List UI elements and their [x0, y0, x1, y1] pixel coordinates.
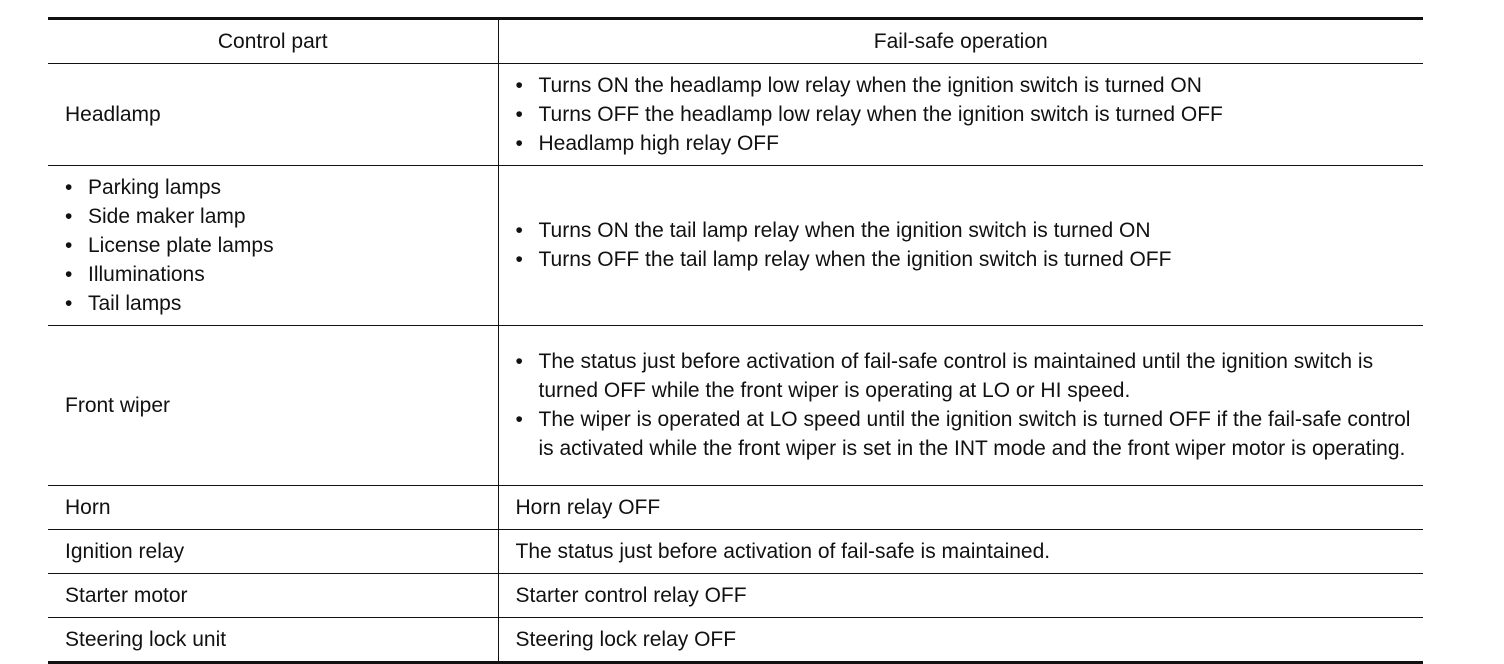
control-part-cell: Starter motor — [48, 574, 498, 618]
table-row — [48, 166, 1423, 326]
table-row — [48, 618, 1423, 663]
control-part-item: • License plate lamps — [65, 231, 498, 260]
operation-cell — [498, 64, 1423, 166]
operation-item: • Turns OFF the headlamp low relay when the ignition switch is turned OFF — [516, 100, 1424, 129]
operation-list — [516, 71, 1424, 158]
fail-safe-table — [48, 17, 1423, 664]
operation-list — [516, 347, 1424, 463]
table-row — [48, 64, 1423, 166]
operation-item: • Turns ON the headlamp low relay when the ignition switch is turned ON — [516, 71, 1424, 100]
operation-cell — [498, 166, 1423, 326]
table-row — [48, 574, 1423, 618]
table-row — [48, 486, 1423, 530]
control-part-item: • Side maker lamp — [65, 202, 498, 231]
operation-cell: Starter control relay OFF — [498, 574, 1423, 618]
control-part-list — [65, 173, 498, 318]
operation-item: • Turns ON the tail lamp relay when the ignition switch is turned ON — [516, 216, 1424, 245]
operation-cell: The status just before activation of fail-safe is maintained. — [498, 530, 1423, 574]
table-row — [48, 326, 1423, 486]
operation-item: • Turns OFF the tail lamp relay when the ignition switch is turned OFF — [516, 245, 1424, 274]
control-part-cell: Headlamp — [48, 64, 498, 166]
table-header-row — [48, 19, 1423, 64]
operation-cell: Steering lock relay OFF — [498, 618, 1423, 663]
control-part-item: • Illuminations — [65, 260, 498, 289]
header-fail-safe-operation: Fail-safe operation — [498, 19, 1423, 64]
operation-item: • The wiper is operated at LO speed until the ignition switch is turned OFF if the fail-safe control is activated while the front wiper is set in the INT mode and the front wiper motor is operating. — [516, 405, 1424, 463]
operation-item: • The status just before activation of fail-safe control is maintained until the ignition switch is turned OFF while the front wiper is operating at LO or HI speed. — [516, 347, 1424, 405]
operation-item: • Headlamp high relay OFF — [516, 129, 1424, 158]
table-row — [48, 530, 1423, 574]
control-part-cell: Horn — [48, 486, 498, 530]
control-part-cell: Ignition relay — [48, 530, 498, 574]
control-part-item: • Tail lamps — [65, 289, 498, 318]
control-part-item: • Parking lamps — [65, 173, 498, 202]
control-part-cell: Front wiper — [48, 326, 498, 486]
operation-list — [516, 216, 1424, 274]
operation-cell: Horn relay OFF — [498, 486, 1423, 530]
control-part-cell: Steering lock unit — [48, 618, 498, 663]
control-part-cell — [48, 166, 498, 326]
operation-cell — [498, 326, 1423, 486]
header-control-part: Control part — [48, 19, 498, 64]
